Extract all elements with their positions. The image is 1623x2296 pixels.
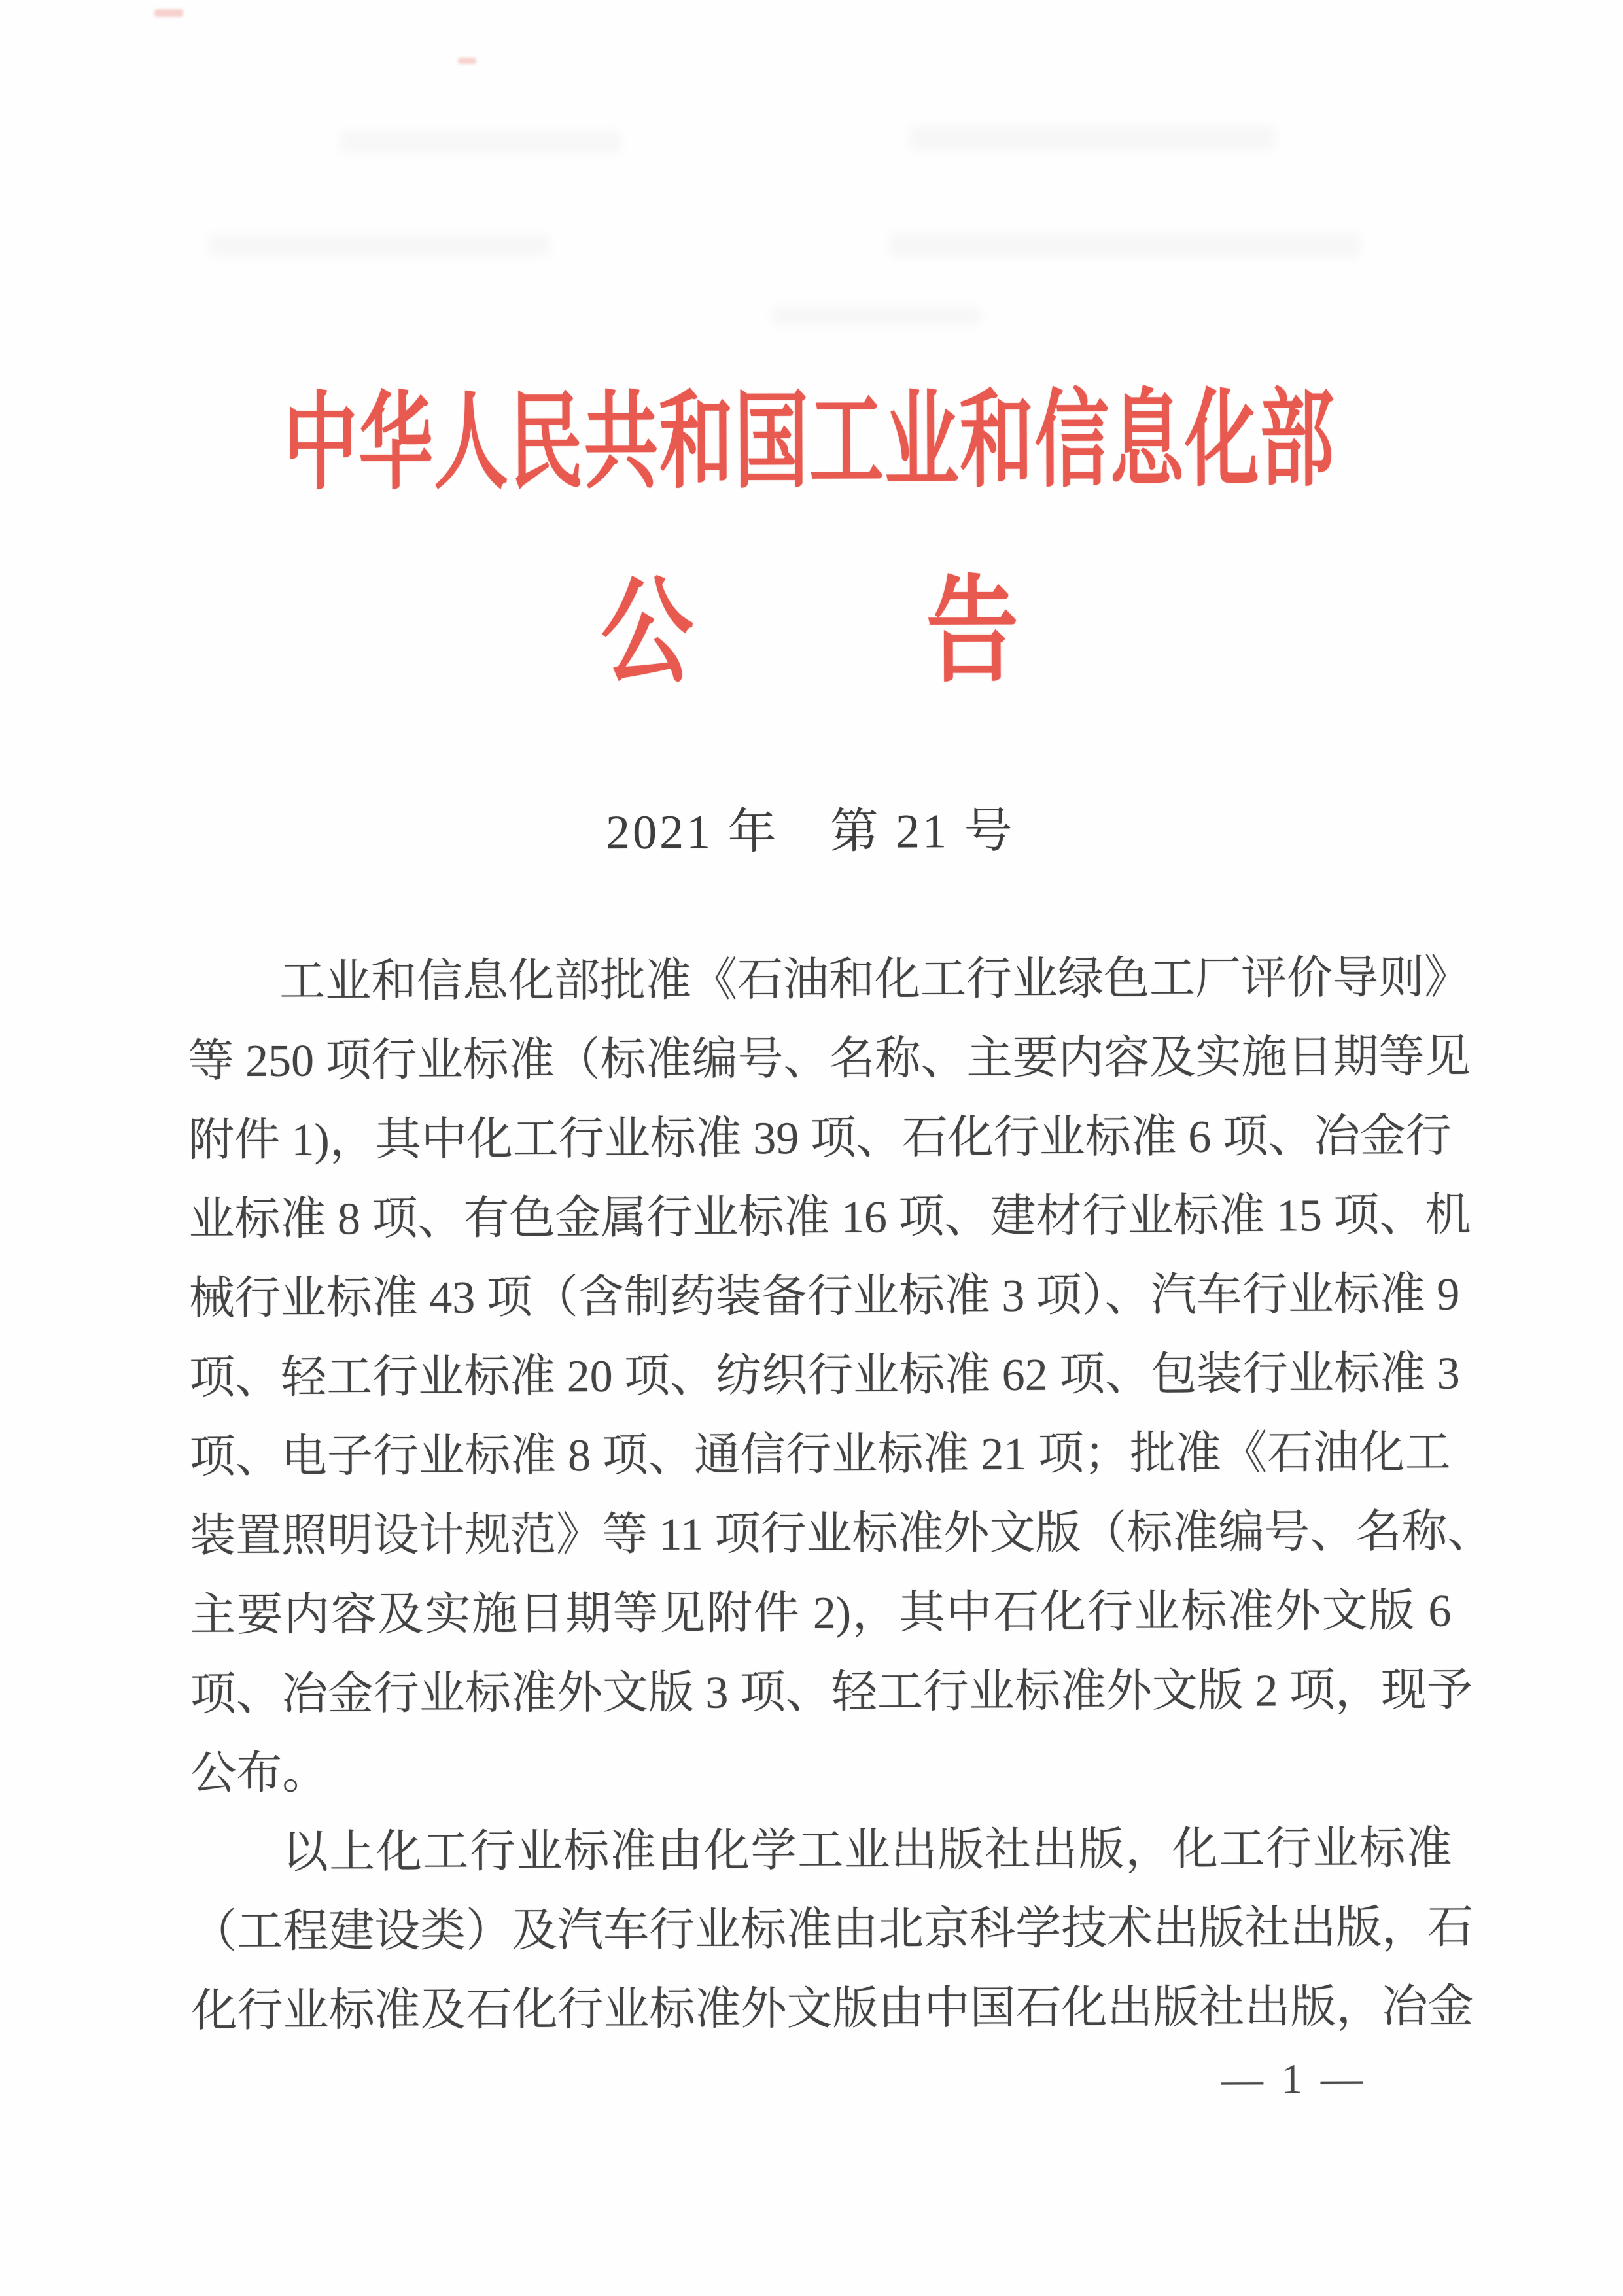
body-line: 工业和信息化部批准《石油和化工行业绿色工厂评价导则》 [279,952,1471,1007]
body-line: 械行业标准 43 项（含制药装备行业标准 3 项）、汽车行业标准 9 [188,1269,1460,1325]
body-line: 等 250 项行业标准（标准编号、名称、主要内容及实施日期等见 [188,1032,1471,1087]
body-line: 主要内容及实施日期等见附件 2)，其中石化行业标准外文版 6 [190,1586,1452,1641]
body-line: 装置照明设计规范》等 11 项行业标准外文版（标准编号、名称、 [189,1506,1493,1562]
body-line: 化行业标准及石化行业标准外文版由中国石化出版社出版，冶金 [191,1981,1474,2037]
body-line: 项、冶金行业标准外文版 3 项、轻工行业标准外文版 2 项，现予 [190,1665,1473,1720]
ministry-title [0,382,1621,503]
body-line: 附件 1)，其中化工行业标准 39 项、石化行业标准 6 项、冶金行 [188,1111,1452,1166]
body-line: 业标准 8 项、有色金属行业标准 16 项、建材行业标准 15 项、机 [188,1190,1471,1245]
body-text [188,939,1493,2051]
ministry-title-text: 中华人民共和国工业和信息化部 [283,382,1335,503]
announcement-heading-char: 告 [926,568,1019,697]
page-number: — 1 — [1221,2055,1367,2102]
body-line: 项、轻工行业标准 20 项、纺织行业标准 62 项、包装行业标准 3 [189,1348,1460,1404]
body-line: 以上化工行业标准由化学工业出版社出版，化工行业标准 [282,1823,1452,1878]
body-line: 项、电子行业标准 8 项、通信行业标准 21 项；批准《石油化工 [189,1427,1451,1483]
announcement-heading [0,568,1622,698]
body-line: 公布。 [190,1748,328,1800]
announcement-heading-char: 公 [601,569,694,698]
body-line: （工程建设类）及汽车行业标准由北京科学技术出版社出版，石 [191,1902,1474,1958]
issue-number-line: 2021 年 第 21 号 [605,804,1015,860]
